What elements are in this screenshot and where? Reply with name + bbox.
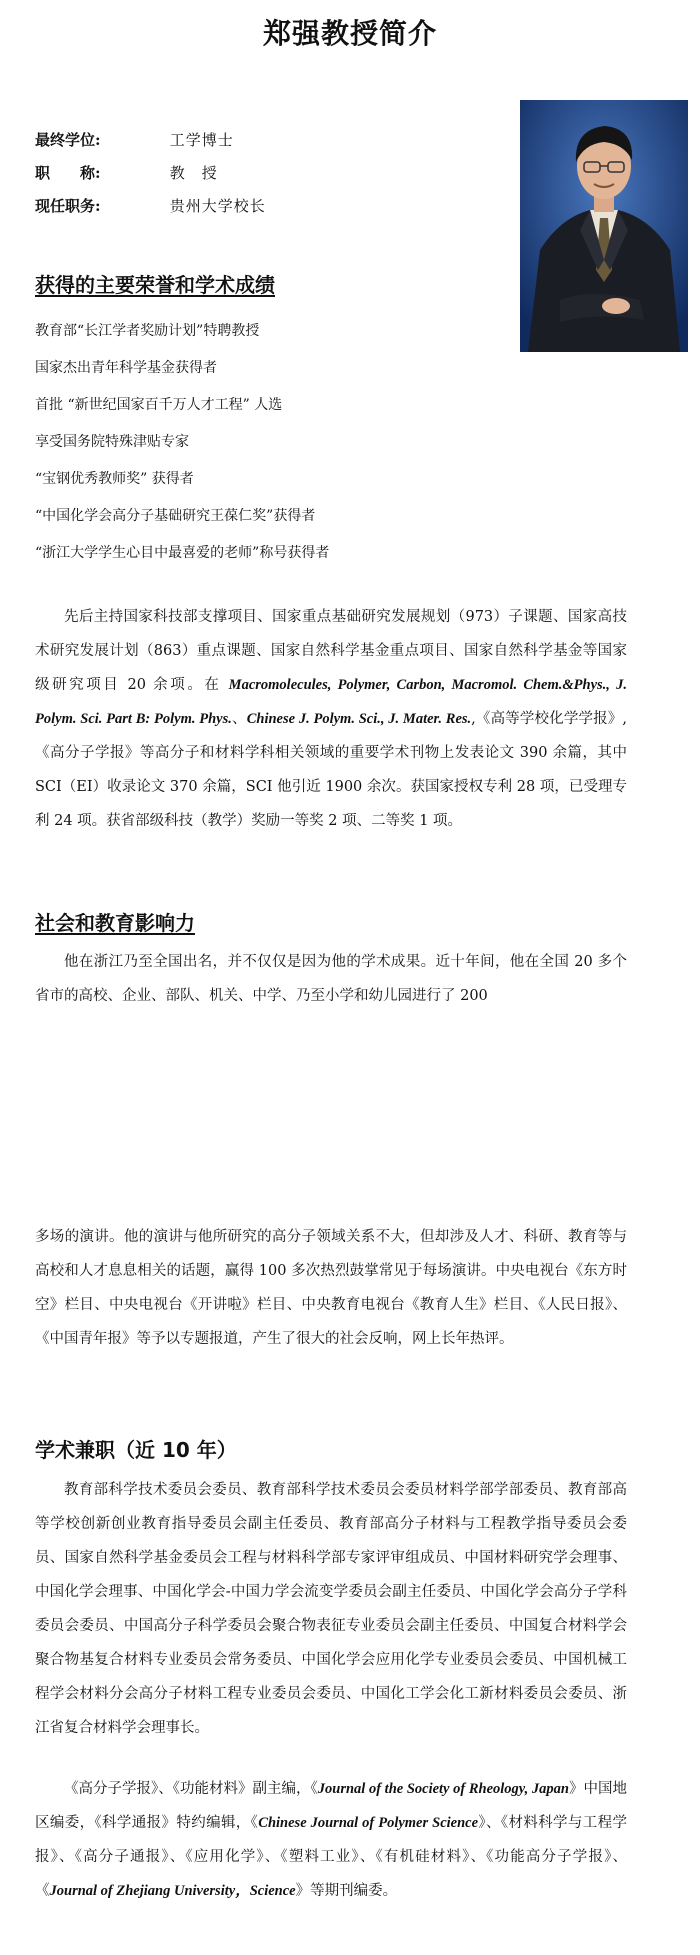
honor-item-4: 享受国务院特殊津贴专家 (35, 434, 189, 450)
info-value-title: 教 授 (169, 164, 218, 182)
honor-item-5: “宝钢优秀教师奖” 获得者 (35, 471, 194, 487)
research-text-1: 先后主持国家科技部支撑项目、国家重点基础研究发展规划（973）子课题、国家高技术研究发展计划（863）重点课题、国家自然科学基金重点项目、国家自然科学基金等国家级研究项目 20 余项。在 (35, 609, 627, 693)
info-label-title: 职 称: (35, 164, 101, 182)
editorial-text-1: 《高分子学报》、《功能材料》副主编，《 (64, 1781, 318, 1797)
research-paragraph (35, 600, 627, 838)
editorial-journal-2: Chinese Journal of Polymer Science (258, 1815, 479, 1831)
info-value-degree: 工学博士 (169, 131, 234, 149)
influence-heading: 社会和教育影响力 (35, 911, 195, 935)
editorial-journal-1: Journal of the Society of Rheology, Japan (317, 1781, 569, 1797)
page-title: 郑强教授简介 (262, 17, 437, 50)
influence-paragraph-1: 他在浙江乃至全国出名，并不仅仅是因为他的学术成果。近十年间，他在全国 20 多个省市的高校、企业、部队、机关、中学、乃至小学和幼儿园进行了 200 (35, 954, 627, 1004)
positions-heading: 学术兼职（近 10 年） (35, 1438, 237, 1462)
info-row-title (35, 163, 218, 183)
positions-paragraph-1: 教育部科学技术委员会委员、教育部科学技术委员会委员材料学部学部委员、教育部高等学校创新创业教育指导委员会副主任委员、教育部高分子材料与工程教学指导委员会委员、国家自然科学基金委员会工程与材料科学部专家评审组成员、中国材料研究学会理事、中国化学会理事、中国化学会-中国力学会流变学委员会副主任委员、中国化学会高分子学科委员会委员、中国高分子科学委员会聚合物表征专业委员会副主任委员、中国复合材料学会聚合物基复合材料专业委员会常务委员、中国化学会应用化学专业委员会委员、中国机械工程学会材料分会高分子材料工程专业委员会委员、中国化工学会化工新材料委员会委员、浙江省复合材料学会理事长。 (35, 1482, 627, 1736)
honors-heading: 获得的主要荣誉和学术成绩 (35, 273, 275, 297)
research-journals-2: Chinese J. Polym. Sci., J. Mater. Res. (246, 711, 472, 727)
influence-paragraph-2: 多场的演讲。他的演讲与他所研究的高分子领域关系不大，但却涉及人才、科研、教育等与高校和人才息息相关的话题，赢得 100 多次热烈鼓掌常见于每场演讲。中央电视台《东方时空》栏目、中央电视台《开讲啦》栏目、中央教育电视台《教育人生》栏目、《人民日报》、《中国青年报》等予以专题报道，产生了很大的社会反响，网上长年热评。 (35, 1229, 627, 1347)
info-row-position (35, 196, 266, 216)
editorial-text-3: 》、《材料科学与工程学报》、《高分子通报》、《应用化学》、《塑料工业》、《有机硅材料》、《功能高分子学报》、《 (35, 1815, 628, 1899)
editorial-journal-3: Journal of Zhejiang University，Science (49, 1883, 296, 1899)
info-label-position: 现任职务: (35, 197, 101, 215)
honor-item-1: 教育部“长江学者奖励计划”特聘教授 (35, 323, 260, 339)
honor-item-3: 首批 “新世纪国家百千万人才工程” 人选 (35, 397, 283, 413)
editorial-text-2: 》中国地区编委，《科学通报》特约编辑，《 (35, 1781, 628, 1831)
positions-paragraph-2 (35, 1772, 627, 1908)
portrait-illustration (520, 100, 688, 352)
editorial-text-4: 》等期刊编委。 (295, 1883, 398, 1899)
research-journals-1: Macromolecules, Polymer, Carbon, Macromol. Chem.&Phys., J. Polym. Sci. Part B: Polym. Phys. (35, 677, 628, 727)
info-value-position: 贵州大学校长 (169, 197, 266, 215)
info-label-degree: 最终学位: (35, 131, 101, 149)
research-text-3: ,《高等学校化学学报》,《高分子学报》等高分子和材料学科相关领域的重要学术刊物上发表论文 390 余篇，其中 SCI（EI）收录论文 370 余篇，SCI 他引近 1900 余次。获国家授权专利 28 项，已受理专利 24 项。获省部级科技（教学）奖励一等奖 2 项、二等奖 1 项。 (35, 711, 628, 829)
info-row-degree (35, 130, 234, 150)
research-text-2: 、 (231, 711, 247, 727)
portrait-photo (520, 100, 688, 352)
honor-item-2: 国家杰出青年科学基金获得者 (35, 360, 217, 376)
honor-item-7: “浙江大学学生心目中最喜爱的老师”称号获得者 (35, 545, 330, 561)
honor-item-6: “中国化学会高分子基础研究王葆仁奖”获得者 (35, 508, 316, 524)
